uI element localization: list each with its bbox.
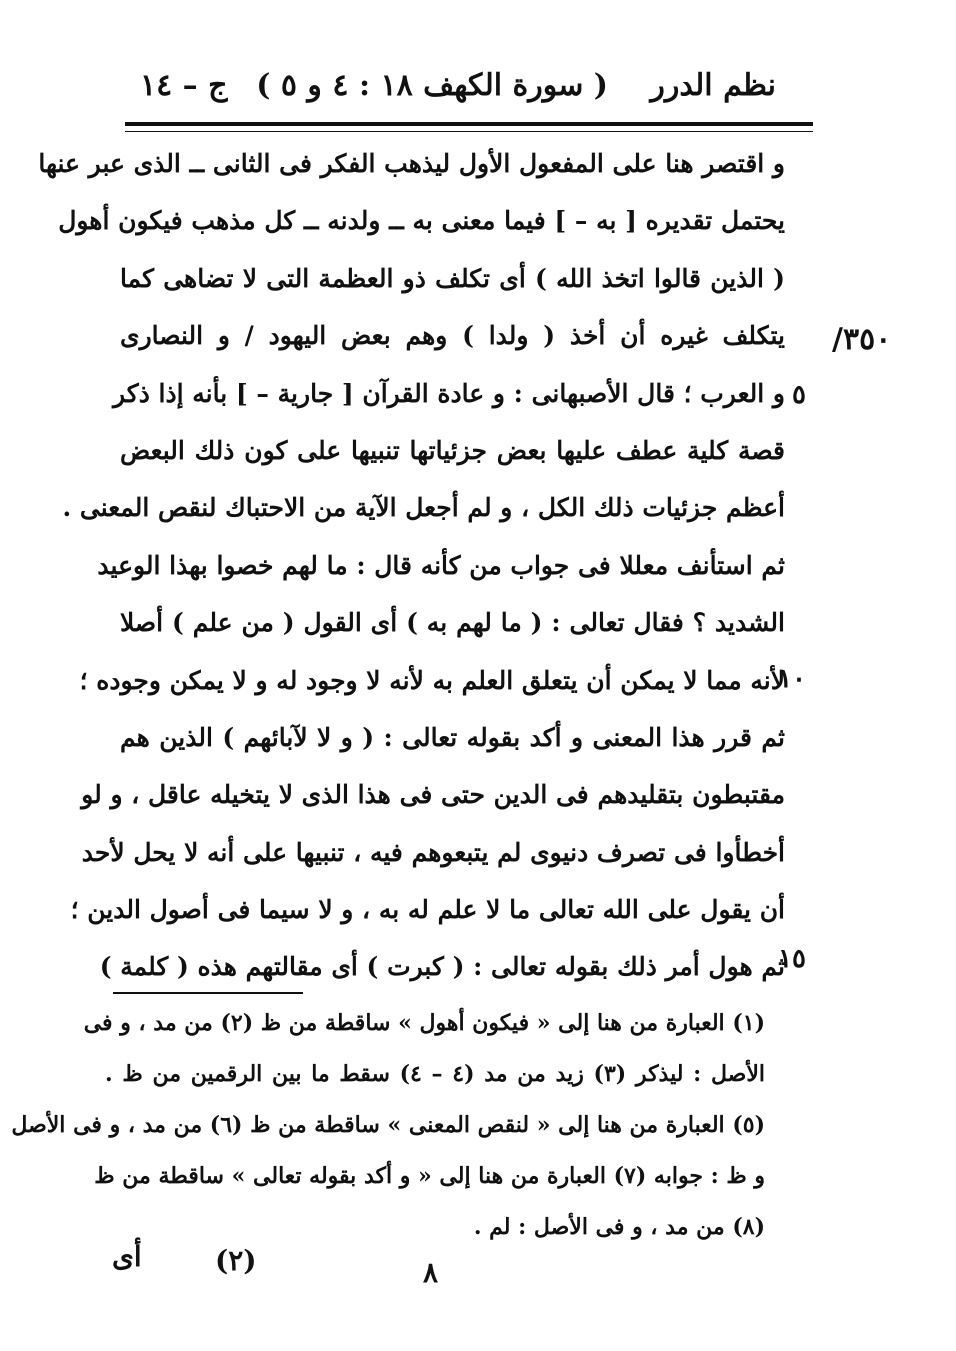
text-line: أن يقول على الله تعالى ما لا علم له به ، و لا سيما فى أصول الدين ؛ bbox=[70, 895, 785, 925]
book-title: نظم الدرر bbox=[650, 68, 776, 103]
line-number-10: ١٠ bbox=[778, 664, 806, 694]
text-line: مقتبطون بتقليدهم فى الدين حتى فى هذا الذى لا يتخيله عاقل ، و لو bbox=[81, 780, 785, 810]
text-line: ( الذين قالوا اتخذ الله ) أى تكلف ذو العظمة التى لا تضاهى كما bbox=[120, 263, 785, 293]
footnote-line: الأصل : ليذكر (٣) زيد من مد (٤ – ٤) سقط ما بين الرقمين من ظ . bbox=[105, 1061, 765, 1087]
text-line: أعظم جزئيات ذلك الكل ، و لم أجعل الآية من الاحتباك لنقص المعنى . bbox=[62, 493, 785, 523]
footnote-line: (١) العبارة من هنا إلى « فيكون أهول » ساقطة من ظ (٢) من مد ، و فى bbox=[83, 1010, 765, 1036]
text-line: و اقتصر هنا على المفعول الأول ليذهب الفكر فى الثانى ــ الذى عبر عنها bbox=[38, 149, 785, 178]
text-line: قصة كلية عطف عليها بعض جزئياتها تنبيها على كون ذلك البعض bbox=[120, 435, 785, 465]
main-text bbox=[38, 135, 785, 996]
sheet-number: (٢) bbox=[215, 1244, 257, 1277]
header-rule-thick bbox=[125, 122, 813, 126]
catchword: أى bbox=[112, 1240, 142, 1273]
text-line: يتكلف غيره أن أخذ ( ولدا ) وهم بعض اليهود / و النصارى bbox=[120, 321, 785, 351]
header-rule-thin bbox=[125, 131, 813, 132]
footnote-separator bbox=[113, 992, 303, 994]
line-number-5: ٥ bbox=[792, 380, 806, 410]
text-line: الشديد ؟ فقال تعالى : ( ما لهم به ) أى القول ( من علم ) أصلا bbox=[120, 608, 785, 638]
page-number: ٨ bbox=[423, 1256, 439, 1289]
text-line: يحتمل تقديره [ به – ] فيما معنى به ــ ولدنه ــ كل مذهب فيكون أهول bbox=[58, 206, 785, 236]
text-line: أخطأوا فى تصرف دنيوى لم يتبعوهم فيه ، تنبيها على أنه لا يحل لأحد bbox=[81, 837, 785, 867]
text-line: ثم استأنف معللا فى جواب من كأنه قال : ما لهم خصوا بهذا الوعيد bbox=[97, 550, 785, 580]
text-line: لأنه مما لا يمكن أن يتعلق العلم به لأنه لا وجود له و لا يمكن وجوده ؛ bbox=[79, 665, 785, 695]
footnote-line: و ظ : جوابه (٧) العبارة من هنا إلى « و أكد بقوله تعالى » ساقطة من ظ bbox=[94, 1163, 765, 1189]
line-number-15: ١٥ bbox=[778, 944, 806, 974]
footnote-line: (٨) من مد ، و فى الأصل : لم . bbox=[473, 1214, 765, 1240]
text-line: ثم قرر هذا المعنى و أكد بقوله تعالى : ( و لا لآبائهم ) الذين هم bbox=[120, 722, 785, 752]
volume-number: ج – ١٤ bbox=[140, 68, 228, 103]
footnotes bbox=[11, 998, 765, 1253]
text-line: ثم هول أمر ذلك بقوله تعالى : ( كبرت ) أى مقالتهم هذه ( كلمة ) bbox=[99, 952, 785, 982]
footnote-line: (٥) العبارة من هنا إلى « لنقص المعنى » ساقطة من ظ (٦) من مد ، و فى الأصل bbox=[11, 1112, 765, 1138]
text-line: و العرب ؛ قال الأصبهانى : و عادة القرآن [ جارية – ] بأنه إذا ذكر bbox=[113, 378, 785, 408]
margin-folio-note: ٣٥٠/ bbox=[832, 322, 892, 357]
surah-reference: ( سورة الكهف ١٨ : ٤ و ٥ ) bbox=[256, 68, 608, 103]
